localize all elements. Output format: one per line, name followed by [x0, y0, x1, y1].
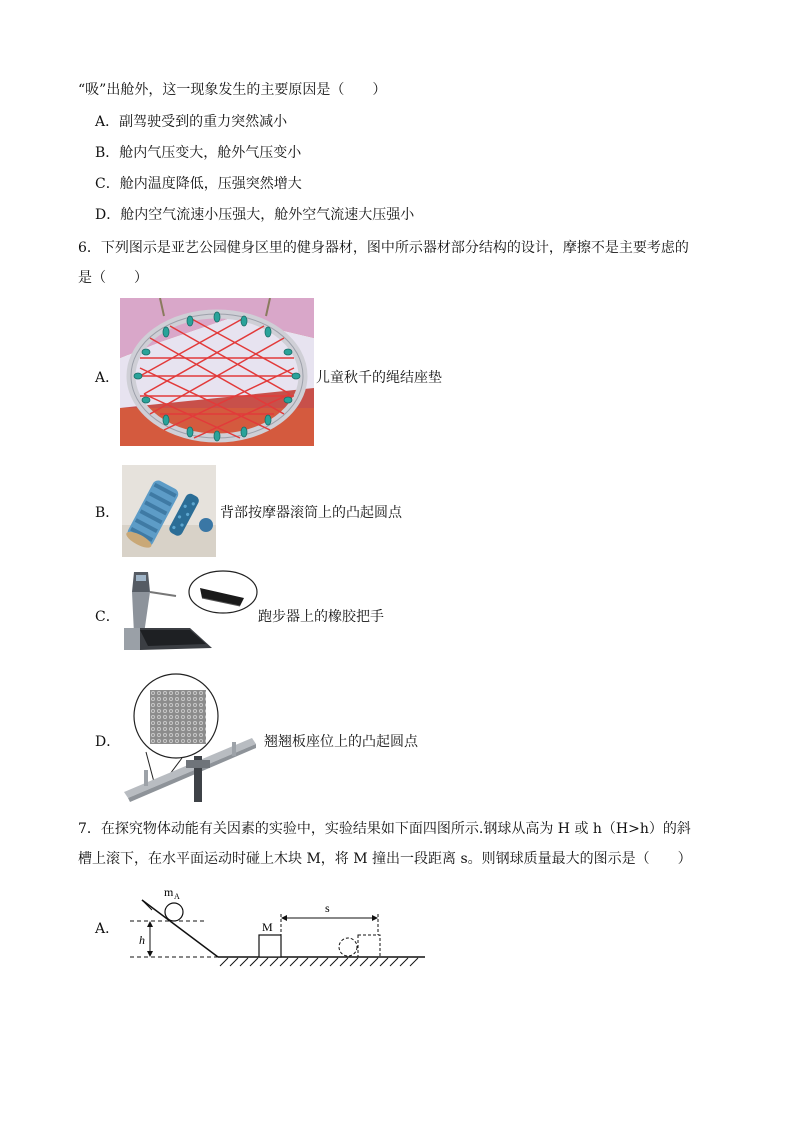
q6-option-c-label[interactable]: C． [95, 609, 120, 625]
q5-option-c[interactable]: C．舱内温度降低，压强突然增大 [95, 176, 302, 192]
ball-subscript: A [174, 892, 180, 901]
q5-option-a[interactable]: A．副驾驶受到的重力突然减小 [95, 114, 288, 130]
q6-option-b-label[interactable]: B． [95, 505, 120, 521]
q6-option-d-caption: 翘翘板座位上的凸起圆点 [264, 734, 418, 750]
height-label: h [139, 933, 145, 947]
q6-option-a-label[interactable]: A． [95, 370, 120, 386]
q5-option-d[interactable]: D．舱内空气流速小压强大，舱外空气流速大压强小 [95, 207, 415, 223]
massage-roller-image [122, 465, 216, 557]
q6-option-d-label[interactable]: D． [95, 734, 121, 750]
seesaw-image [120, 672, 260, 808]
treadmill-image [120, 568, 260, 654]
q5-option-b[interactable]: B．舱内气压变大，舱外气压变小 [95, 145, 302, 161]
swing-image [120, 298, 314, 446]
q6-stem-line1: 6．下列图示是亚艺公园健身区里的健身器材，图中所示器材部分结构的设计，摩擦不是主要考虑的 [78, 240, 689, 256]
q7-diagram-a [120, 880, 440, 970]
q7-stem-line2: 槽上滚下，在水平面运动时碰上木块 M，将 M 撞出一段距离 s。则钢球质量最大的图示是（ ） [78, 851, 692, 867]
q7-option-a-label[interactable]: A． [95, 921, 120, 937]
q5-stem-tail: “吸”出舱外，这一现象发生的主要原因是（ ） [78, 82, 387, 98]
distance-label: s [325, 901, 330, 915]
ball-label: m [164, 885, 174, 899]
q6-option-a-caption: 儿童秋千的绳结座垫 [316, 370, 442, 386]
q6-stem-line2: 是（ ） [78, 270, 148, 286]
q6-option-c-caption: 跑步器上的橡胶把手 [258, 609, 384, 625]
q6-option-b-caption: 背部按摩器滚筒上的凸起圆点 [220, 505, 402, 521]
block-label: M [262, 920, 273, 934]
q7-stem-line1: 7．在探究物体动能有关因素的实验中，实验结果如下面四图所示.钢球从高为 H 或 h（H>h）的斜 [78, 821, 691, 837]
